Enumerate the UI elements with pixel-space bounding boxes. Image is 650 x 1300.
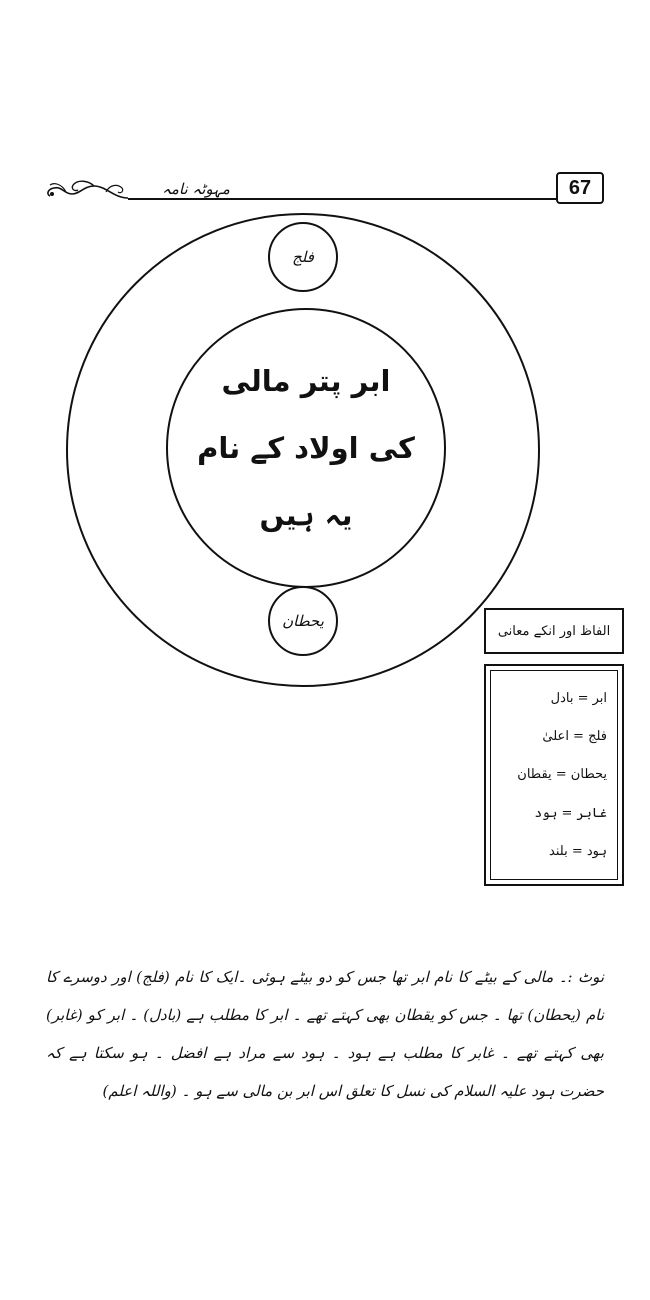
glossary-title-text: الفاظ اور انکے معانی bbox=[497, 623, 611, 639]
name-node-bottom bbox=[268, 586, 338, 656]
name-top-label: فلج bbox=[292, 248, 314, 266]
header-rule bbox=[128, 198, 556, 200]
glossary-entry: غابر = ہود bbox=[534, 805, 607, 821]
note-paragraph: نوٹ :۔ مالی کے بیٹے کا نام ابر تھا جس کو دو بیٹے ہوئی ۔ایک کا نام (فلج) اور دوسرے کا نام (یحطان) تھا ۔ جس کو یقطان بھی کہتے تھے ۔ ابر کا مطلب ہے (بادل) ۔ ابر کو (غابر) بھی کہتے تھے ۔ غابر کا مطلب ہے ہود ۔ ہود سے مراد ہے افضل ۔ ہو سکتا ہے کہ حضرت ہود علیہ السلام کی نسل کا تعلق اس ابر بن مالی سے ہو ۔ (واللہ اعلم) bbox=[46, 968, 604, 1100]
glossary-entry: فلج = اعلیٰ bbox=[542, 729, 607, 745]
floral-ornament-icon bbox=[44, 176, 130, 202]
name-node-top bbox=[268, 222, 338, 292]
glossary-list bbox=[490, 670, 618, 880]
glossary-entry: ابر = بادل bbox=[550, 690, 607, 706]
book-title: مہوٹہ نامہ bbox=[162, 180, 230, 198]
name-bottom-label: یحطان bbox=[282, 612, 324, 630]
center-line-2: کی اولاد کے نام bbox=[197, 430, 415, 465]
glossary-title bbox=[484, 608, 624, 654]
center-heading bbox=[166, 348, 446, 548]
center-line-3: یہ ہیں bbox=[259, 497, 353, 532]
center-line-1: ابر پتر مالی bbox=[221, 364, 391, 399]
page-number-text: 67 bbox=[568, 176, 592, 199]
glossary-entry: یحطان = یقطان bbox=[517, 767, 607, 783]
glossary-entry: ہود = بلند bbox=[549, 844, 607, 860]
page-number bbox=[556, 172, 604, 204]
glossary-box bbox=[484, 664, 624, 886]
